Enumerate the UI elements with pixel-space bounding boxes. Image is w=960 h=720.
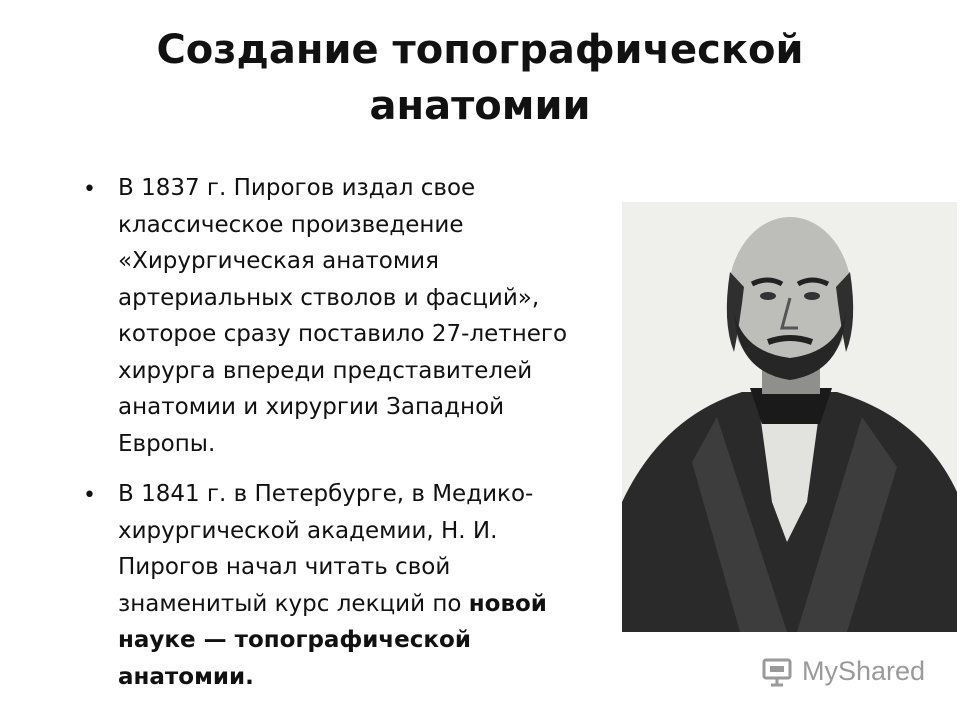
bullet-text-2 bbox=[118, 476, 585, 695]
watermark bbox=[762, 656, 925, 687]
bullet-text-2-regular: В 1841 г. в Петербурге, в Медико-хирургической академии, Н. И. Пирогов начал читать свой знаменитый курс лекций по bbox=[118, 481, 534, 617]
bullet-item-2 bbox=[80, 476, 585, 695]
myshared-logo-icon bbox=[762, 657, 796, 687]
title-line-2: анатомии bbox=[369, 83, 591, 129]
slide-title bbox=[60, 22, 900, 134]
bullet-list bbox=[80, 170, 585, 709]
watermark-text: MyShared bbox=[802, 656, 926, 686]
bullet-text-1: В 1837 г. Пирогов издал свое классическое произведение «Хирургическая анатомия артериальных стволов и фасций», которое сразу поставило 27-летнего хирурга впереди представителей анатомии и хирургии Западной Европы. bbox=[118, 175, 568, 457]
portrait-image bbox=[622, 202, 957, 632]
bullet-item-1 bbox=[80, 170, 585, 462]
portrait-illustration bbox=[622, 202, 957, 632]
bullet-dot: • bbox=[83, 483, 96, 508]
bullet-dot: • bbox=[83, 177, 96, 202]
bullet-text-2-bold: новой науке — топографической анатомии. bbox=[118, 590, 547, 690]
title-line-1: Создание топографической bbox=[156, 27, 804, 73]
